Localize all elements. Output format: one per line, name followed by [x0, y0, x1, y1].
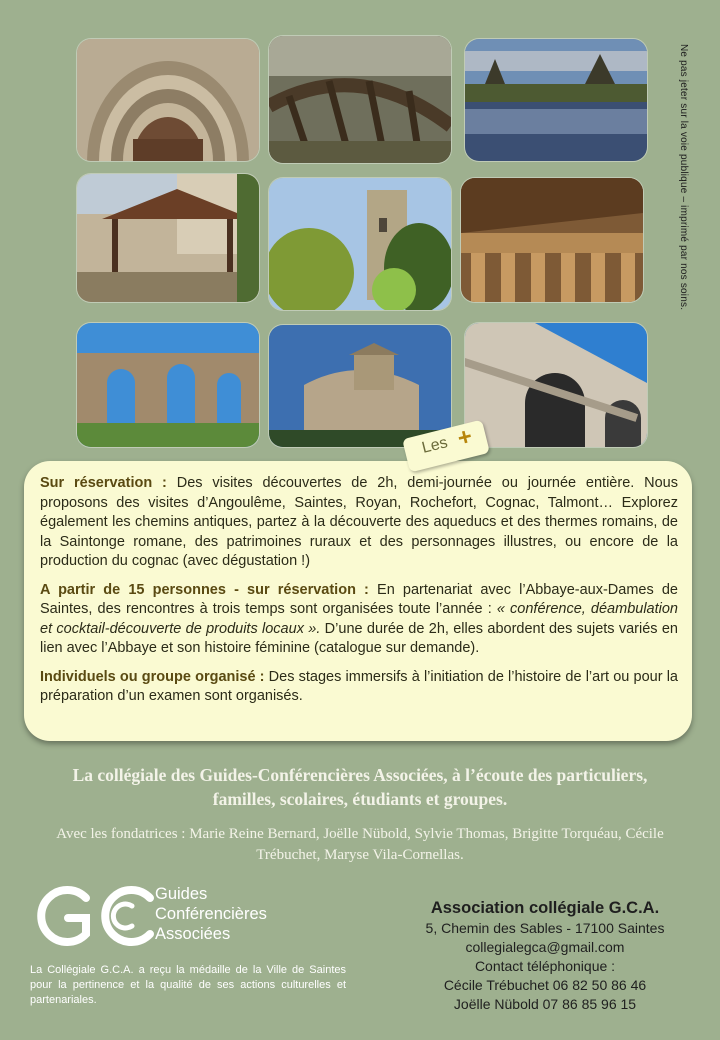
river-reflection-photo	[465, 39, 647, 161]
lavoir-photo	[77, 174, 259, 302]
address: 5, Chemin des Sables - 17100 Saintes	[425, 920, 665, 936]
romanesque-portal-photo	[77, 39, 259, 161]
medal-note: La Collégiale G.C.A. a reçu la médaille de la Ville de Saintes pour la pertinence et la qualité de ses actions culturelles et partenariales.	[30, 964, 346, 1006]
gca-logo-icon	[28, 884, 158, 948]
logo-a: A	[155, 925, 167, 943]
plus-icon: +	[454, 422, 475, 453]
logo-ssociees: ssociées	[166, 925, 231, 943]
reservation-lead: Sur réservation :	[40, 475, 167, 491]
phone-joelle: Joëlle Nübold 07 86 85 96 15	[453, 996, 637, 1012]
roman-arch-photo	[465, 323, 647, 447]
side-note: Ne pas jeter sur la voie publique – imprimé par nos soins.	[678, 44, 689, 311]
market-hall-photo	[461, 178, 643, 302]
reservation-block	[40, 474, 678, 572]
logo-wordmark	[155, 884, 267, 944]
reservation-text: Des visites découvertes de 2h, demi-journée ou journée entière. Nous proposons des visites d’Angoulême, Saintes, Royan, Rochefort, Cognac, Talmont… Explorez également les chemins antiques, partez à la découverte des aqueducs et des thermes romains, de la Saintonge romane, des patrimoines ruraux et des personnages illustres, ou encore de la production du cognac (avec dégustation !)	[40, 475, 678, 569]
founders: Avec les fondatrices : Marie Reine Bernard, Joëlle Nübold, Sylvie Thomas, Brigitte Torquéau, Cécile Trébuchet, Maryse Vila-Cornellas.	[56, 826, 664, 863]
contact-block	[390, 897, 700, 1014]
association-name: Association collégiale G.C.A.	[430, 899, 660, 917]
panel-text	[40, 474, 678, 716]
email-link[interactable]: collegialegca@gmail.com	[465, 939, 625, 955]
logo-g: G	[155, 885, 168, 903]
phone-label: Contact téléphonique :	[474, 958, 616, 974]
logo-onferencieres: onférencières	[166, 905, 267, 923]
tower-photo	[269, 178, 451, 310]
church-photo	[269, 325, 451, 447]
logo-uides: uides	[167, 885, 208, 903]
group-italic: « conférence, déambulation et cocktail-découverte de produits locaux ».	[40, 601, 678, 637]
logo-c: C	[155, 905, 167, 923]
group-text-b: D’une durée de 2h, elles abordent des sujets variés en lien avec l’Abbaye et son histoire féminine (catalogue sur demande).	[40, 620, 678, 656]
phone-cecile: Cécile Trébuchet 06 82 50 86 46	[443, 977, 647, 993]
group-lead: A partir de 15 personnes - sur réservation :	[40, 581, 369, 598]
individual-lead: Individuels ou groupe organisé :	[40, 668, 265, 685]
group-block	[40, 581, 678, 659]
water-wheel-photo	[269, 36, 451, 163]
les-plus-label: Les	[420, 434, 450, 457]
individual-block	[40, 668, 678, 707]
roman-ruins-photo	[77, 323, 259, 447]
individual-text: Des stages immersifs à l’initiation de l’histoire de l’art ou pour la préparation d’un examen sont organisés.	[40, 668, 678, 704]
headline: La collégiale des Guides-Conférencières Associées, à l’écoute des particuliers, familles, scolaires, étudiants et groupes.	[72, 765, 648, 809]
group-text-a: En partenariat avec l’Abbaye-aux-Dames de Saintes, des rencontres à trois temps sont organisées toute l’année :	[40, 581, 678, 617]
